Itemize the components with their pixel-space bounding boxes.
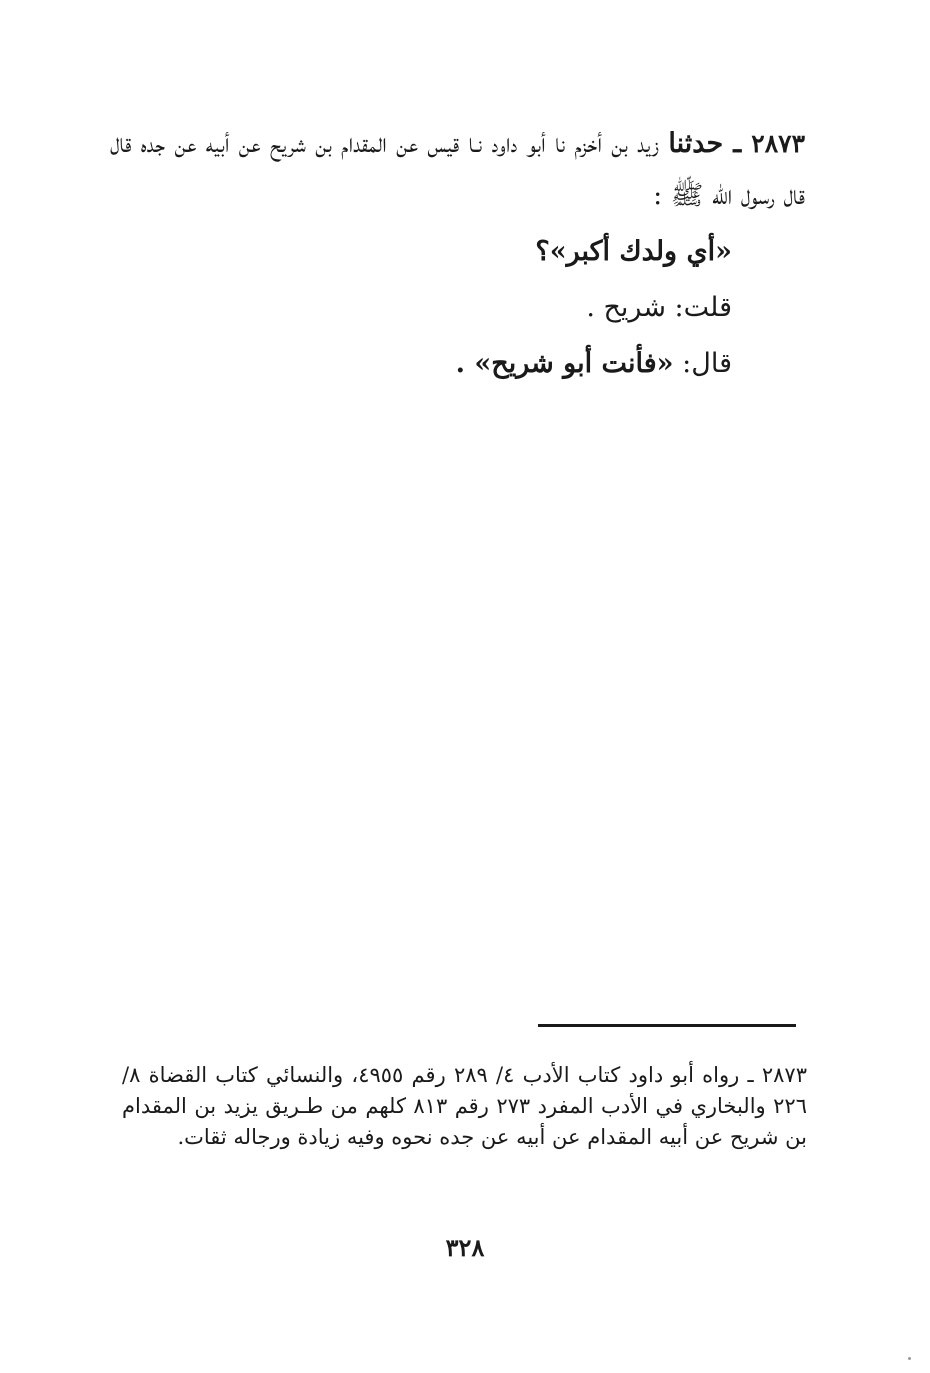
answer-label: قلت: <box>665 292 732 323</box>
hadith-paragraph <box>110 118 805 222</box>
dialog-question: «أي ولدك أكبر»؟ <box>535 236 732 267</box>
footnote-divider <box>538 1024 796 1027</box>
hadith-text: زيد بن أخزم نا أبو داود نـا قيس عن المقدام بن شريح عن أبيه عن جده قال قال رسول الله ﷺ : <box>110 128 805 211</box>
dialog-block <box>110 224 732 392</box>
reply-text: «فأنت أبو شريح» . <box>455 348 674 379</box>
dialog-answer <box>110 280 732 336</box>
dialog-reply <box>110 336 732 392</box>
answer-text: شريح . <box>586 292 666 323</box>
scan-speck <box>908 1357 911 1360</box>
hadith-separator: ـ <box>723 128 752 159</box>
reply-label: قال: <box>673 348 732 379</box>
footnote: ٢٨٧٣ ـ رواه أبو داود كتاب الأدب ٤/ ٢٨٩ رقم ٤٩٥٥، والنسائي كتاب القضاة ٨/ ٢٢٦ والبخاري في الأدب المفرد ٢٧٣ رقم ٨١٣ كلهم من طـريق يزيد بن المقدام بن شريح عن أبيه المقدام عن أبيه عن جده نحوه وفيه زيادة ورجاله ثقات. <box>122 1063 807 1149</box>
page-number: ٣٢٨ <box>445 1233 485 1262</box>
hadith-number: ٢٨٧٣ <box>751 129 805 158</box>
hadith-lead-word: حدثنا <box>668 128 724 159</box>
